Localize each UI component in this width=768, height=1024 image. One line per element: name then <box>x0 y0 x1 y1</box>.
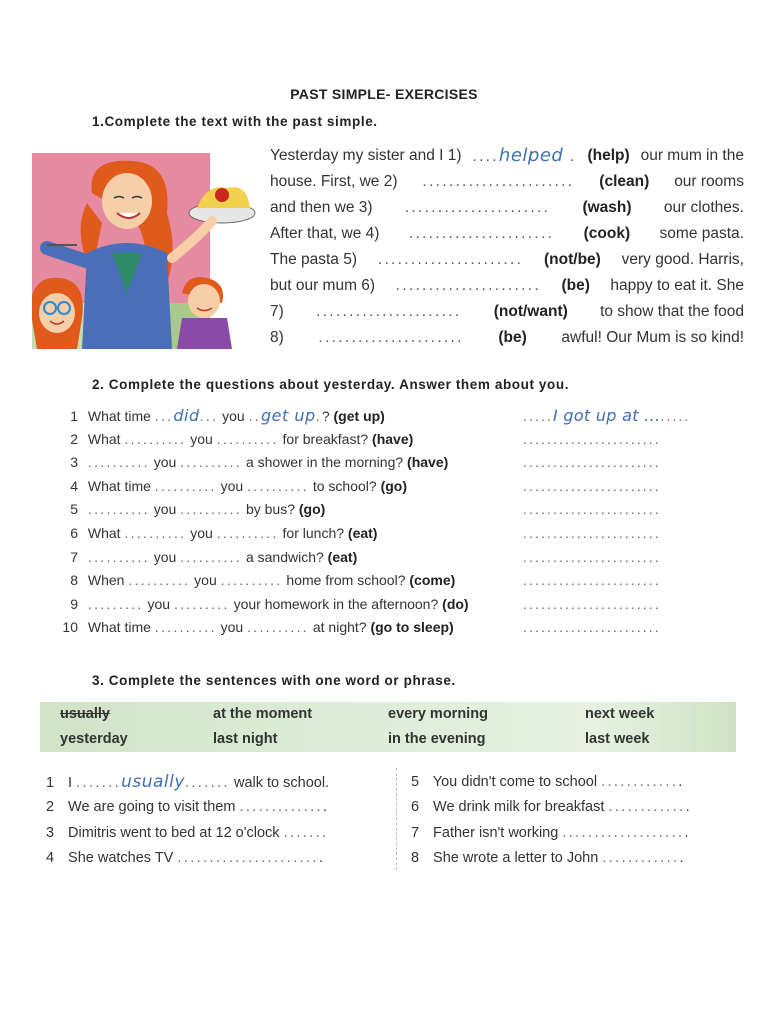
question-word: What time <box>87 408 151 424</box>
word-bank-item: next week <box>585 706 655 722</box>
question-word: What <box>87 524 121 541</box>
question-word: you <box>220 477 244 494</box>
question-number: 3 <box>70 454 78 471</box>
sentence-row[interactable]: 5 You didn't come to school ............. <box>411 770 741 795</box>
line-text: happy to eat it. She <box>610 277 744 294</box>
word-bank-item: last week <box>585 731 650 747</box>
line-text: After that, we 4) <box>270 225 380 242</box>
question-end: at night? <box>312 619 367 636</box>
question-word: What time <box>87 477 151 494</box>
line-text: our mum in the <box>640 147 744 164</box>
question-row[interactable]: 2 What .......... you .......... for breakfast? (have) ....................... <box>56 428 716 452</box>
text-line-7[interactable]: 7) ...................... (not/want) to show that the food <box>270 299 744 325</box>
sentence-text: . <box>684 824 689 841</box>
line-text: to show that the food <box>600 303 744 320</box>
question-word: you <box>194 572 217 589</box>
question-word: you <box>220 619 244 636</box>
cartoon-family-pasta-illustration <box>32 153 256 349</box>
text-line-5[interactable]: The pasta 5) ...................... (not/be) very good. Harris, <box>270 247 744 273</box>
line-text: our clothes. <box>663 199 744 216</box>
question-number: 9 <box>70 595 78 612</box>
question-number: 5 <box>70 501 78 518</box>
question-end: home from school? <box>286 572 406 589</box>
sentence-number: 6 <box>411 799 420 816</box>
question-number: 6 <box>70 524 78 541</box>
question-number: 2 <box>70 430 78 447</box>
question-number: 10 <box>62 619 78 636</box>
question-end: to school? <box>312 477 377 494</box>
sentence-number: 7 <box>411 824 420 841</box>
text-line-4[interactable]: After that, we 4) ...................... (cook) some pasta. <box>270 221 744 247</box>
section3-right-sentences <box>411 770 741 871</box>
verb-hint: (eat) <box>327 548 358 565</box>
line-text: Yesterday my sister and I 1) <box>270 147 462 164</box>
line-text: house. First, we 2) <box>270 173 398 190</box>
sentence-number: 2 <box>46 799 55 816</box>
sentence-number: 8 <box>411 849 420 866</box>
verb-hint: (eat) <box>347 524 378 541</box>
question-row[interactable]: 8 When .......... you .......... home from school? (come) ....................... <box>56 569 716 593</box>
question-end: for lunch? <box>282 524 345 541</box>
question-word: you <box>190 430 213 447</box>
question-word: you <box>147 595 171 612</box>
text-line-1: Yesterday my sister and I 1) ....helped . (help) our mum in the <box>270 143 744 169</box>
question-end: a sandwich? <box>245 548 324 565</box>
verb-hint: (cook) <box>583 225 631 242</box>
verb-hint: (go to sleep) <box>370 619 454 636</box>
question-word: you <box>153 454 177 471</box>
line-text: The pasta 5) <box>270 251 358 268</box>
sentence-text: walk to school. <box>233 775 330 791</box>
answer-line[interactable]: ....................... <box>523 430 661 447</box>
sentence-text: Dimitris went to bed at 12 o'clock <box>68 824 280 841</box>
sentence-text: . <box>678 774 683 790</box>
text-line-6[interactable]: but our mum 6) ...................... (be) happy to eat it. She <box>270 273 744 299</box>
answer-line[interactable]: ....................... <box>523 477 661 494</box>
line-text: but our mum 6) <box>270 277 376 294</box>
verb-hint: (not/want) <box>493 303 568 320</box>
verb-hint: (help) <box>587 147 630 164</box>
line-text: very good. Harris, <box>621 251 744 268</box>
verb-hint: (be) <box>561 277 590 294</box>
verb-hint: (wash) <box>582 199 632 216</box>
question-end: by bus? <box>245 501 295 518</box>
answer-line[interactable]: ....................... <box>523 572 661 589</box>
sentence-row[interactable]: 2 We are going to visit them .............. <box>46 795 376 820</box>
question-row[interactable]: 1 What time ...did... you ..get up.? (get up) .....I got up at ........ <box>56 404 716 428</box>
word-bank-item: usually <box>60 706 110 722</box>
sentence-number: 1 <box>46 775 55 791</box>
answer-line[interactable]: ....................... <box>523 595 661 612</box>
question-number: 8 <box>70 572 78 589</box>
sentence-text: Father isn't working <box>433 824 559 841</box>
sentence-row[interactable]: 6 We drink milk for breakfast ............. <box>411 795 741 820</box>
answer-line[interactable]: ....................... <box>523 524 661 541</box>
sentence-number: 3 <box>46 824 55 841</box>
sentence-text: . <box>323 799 328 816</box>
sentence-text: You didn't come to school <box>432 774 598 790</box>
handwritten-answer: usually <box>121 772 185 792</box>
sentence-row[interactable]: 1 I .......usually....... walk to school. <box>46 770 376 795</box>
question-word: What time <box>87 619 151 636</box>
verb-hint: (have) <box>407 454 449 471</box>
question-number: 7 <box>70 548 78 565</box>
text-line-2[interactable]: house. First, we 2) ....................... (clean) our rooms <box>270 169 744 195</box>
question-end: your homework in the afternoon? <box>233 595 439 612</box>
question-word: When <box>87 572 125 589</box>
handwritten-answer: did <box>173 406 200 425</box>
section3-left-sentences <box>46 770 376 871</box>
question-word: What <box>87 430 121 447</box>
verb-hint: (get up) <box>333 408 385 424</box>
verb-hint: (go) <box>380 477 408 494</box>
question-end: ? <box>321 408 330 424</box>
sentence-row[interactable]: 3 Dimitris went to bed at 12 o'clock ....... <box>46 821 376 846</box>
answer-line[interactable]: ....................... <box>523 454 661 471</box>
sentence-row[interactable]: 7 Father isn't working .................... <box>411 821 741 846</box>
line-text: 8) <box>270 329 284 346</box>
question-row[interactable]: 6 What .......... you .......... for lunch? (eat) ....................... <box>56 522 716 546</box>
section2-heading: 2. Complete the questions about yesterday. Answer them about you. <box>92 377 570 392</box>
line-text: some pasta. <box>659 225 744 242</box>
answer-line[interactable]: ....................... <box>523 548 661 565</box>
sentence-text: She wrote a letter to John <box>433 849 599 866</box>
word-bank-item: every morning <box>388 706 488 722</box>
word-bank <box>40 702 736 752</box>
section1-heading: 1.Complete the text with the past simple. <box>92 114 378 129</box>
sentence-text: . <box>679 849 684 866</box>
sentence-text: She watches TV <box>68 849 174 866</box>
verb-hint: (not/be) <box>544 251 601 268</box>
question-row[interactable]: 3 .......... you .......... a shower in the morning? (have) ....................... <box>56 451 716 475</box>
sentence-text: I <box>68 775 73 791</box>
question-end: for breakfast? <box>282 430 369 447</box>
question-word: you <box>190 524 213 541</box>
question-row[interactable]: 4 What time .......... you .......... to school? (go) ....................... <box>56 475 716 499</box>
question-word: you <box>222 408 245 424</box>
handwritten-answer: get up <box>260 406 316 425</box>
handwritten-answer: I got up at ... <box>552 406 661 425</box>
sentence-text: We drink milk for breakfast <box>433 799 605 816</box>
word-bank-item: yesterday <box>60 731 128 747</box>
handwritten-answer: helped <box>498 145 564 166</box>
answer-line[interactable]: ....................... <box>523 501 661 518</box>
question-number: 4 <box>70 477 78 494</box>
sentence-text: . <box>318 849 323 866</box>
sentence-row[interactable]: 8 She wrote a letter to John ............. <box>411 846 741 871</box>
question-number: 1 <box>70 408 78 424</box>
sentence-number: 5 <box>411 774 420 790</box>
verb-hint: (come) <box>409 572 456 589</box>
verb-hint: (clean) <box>599 173 650 190</box>
word-bank-item: at the moment <box>213 706 313 722</box>
question-end: a shower in the morning? <box>245 454 404 471</box>
question-row[interactable]: 9 ......... you ......... your homework in the afternoon? (do) ....................... <box>56 593 716 617</box>
line-text: and then we 3) <box>270 199 373 216</box>
sentence-number: 4 <box>46 849 55 866</box>
column-divider <box>396 768 397 870</box>
text-line-8[interactable]: 8) ...................... (be) awful! Our Mum is so kind! <box>270 325 744 351</box>
page-title: PAST SIMPLE- EXERCISES <box>290 86 478 102</box>
sentence-row[interactable]: 4 She watches TV ....................... <box>46 846 376 871</box>
verb-hint: (go) <box>298 501 326 518</box>
section1-text <box>270 143 744 351</box>
question-row[interactable]: 5 .......... you .......... by bus? (go) ....................... <box>56 498 716 522</box>
verb-hint: (do) <box>442 595 469 612</box>
question-row[interactable]: 7 .......... you .......... a sandwich? (eat) ....................... <box>56 546 716 570</box>
line-text: 7) <box>270 303 284 320</box>
question-row[interactable]: 10 What time .......... you .......... at night? (go to sleep) ....................... <box>56 616 716 640</box>
section2-questions <box>56 404 716 640</box>
verb-hint: (have) <box>372 430 414 447</box>
sentence-text: . <box>685 799 690 816</box>
verb-hint: (be) <box>498 329 527 346</box>
question-word: you <box>153 501 177 518</box>
sentence-text: We are going to visit them <box>68 799 236 816</box>
line-text: awful! Our Mum is so kind! <box>561 329 744 346</box>
word-bank-item: last night <box>213 731 278 747</box>
word-bank-item: in the evening <box>388 731 486 747</box>
line-text: our rooms <box>674 173 744 190</box>
answer-line[interactable]: .....I got up at ........ <box>523 406 691 425</box>
answer-line[interactable]: ....................... <box>523 619 661 636</box>
section3-heading: 3. Complete the sentences with one word or phrase. <box>92 673 456 688</box>
text-line-3[interactable]: and then we 3) ...................... (wash) our clothes. <box>270 195 744 221</box>
question-word: you <box>153 548 177 565</box>
